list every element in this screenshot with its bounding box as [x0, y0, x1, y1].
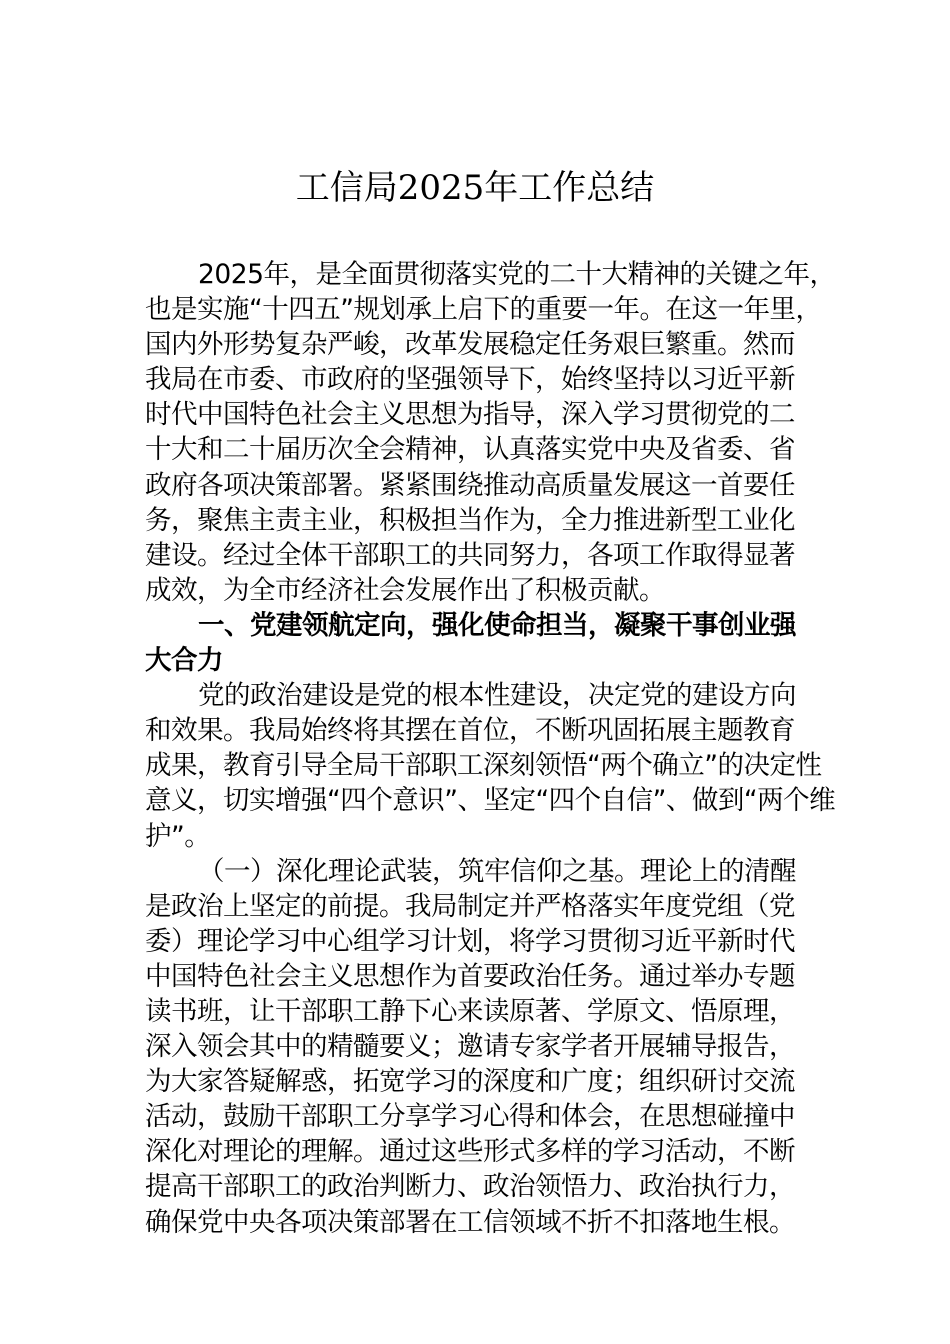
- paragraph-line: 成果，教育引导全局干部职工深刻领悟“两个确立”的决定性: [145, 750, 822, 782]
- paragraph-line: 是政治上坚定的前提。我局制定并严格落实年度党组（党: [145, 890, 795, 922]
- paragraph-line: 读书班，让干部职工静下心来读原著、学原文、悟原理，: [145, 995, 795, 1027]
- section-heading-line: 大合力: [145, 645, 223, 677]
- document-body: [145, 257, 836, 1240]
- section-heading-line: 一、党建领航定向，强化使命担当，凝聚干事创业强: [198, 609, 796, 641]
- paragraph-line: 深化对理论的理解。通过这些形式多样的学习活动，不断: [145, 1136, 795, 1168]
- document-title: 工信局2025年工作总结: [295, 168, 655, 208]
- paragraph-line: 也是实施“十四五”规划承上启下的重要一年。在这一年里，: [145, 294, 822, 326]
- paragraph-line: 国内外形势复杂严峻，改革发展稳定任务艰巨繁重。然而: [145, 329, 795, 361]
- paragraph-line: 护”。: [145, 820, 211, 852]
- paragraph-line: 委）理论学习中心组学习计划，将学习贯彻习近平新时代: [145, 925, 795, 957]
- paragraph-line: 时代中国特色社会主义思想为指导，深入学习贯彻党的二: [145, 399, 795, 431]
- paragraph-line: 和效果。我局始终将其摆在首位，不断巩固拓展主题教育: [145, 715, 795, 747]
- paragraph-line: 深入领会其中的精髓要义；邀请专家学者开展辅导报告，: [145, 1031, 795, 1063]
- paragraph-line: 为大家答疑解惑，拓宽学习的深度和广度；组织研讨交流: [145, 1066, 795, 1098]
- paragraph-line: 活动，鼓励干部职工分享学习心得和体会，在思想碰撞中: [145, 1101, 795, 1133]
- paragraph-line: 提高干部职工的政治判断力、政治领悟力、政治执行力，: [145, 1171, 795, 1203]
- paragraph-line: 我局在市委、市政府的坚强领导下，始终坚持以习近平新: [145, 364, 795, 396]
- paragraph-line: 意义，切实增强“四个意识”、坚定“四个自信”、做到“两个维: [145, 785, 836, 817]
- paragraph-line: 务，聚焦主责主业，积极担当作为，全力推进新型工业化: [145, 504, 795, 536]
- paragraph-line: 确保党中央各项决策部署在工信领域不折不扣落地生根。: [145, 1206, 795, 1238]
- paragraph-line: 党的政治建设是党的根本性建设，决定党的建设方向: [198, 680, 796, 712]
- paragraph-line: 建设。经过全体干部职工的共同努力，各项工作取得显著: [145, 539, 795, 571]
- paragraph-line: （一）深化理论武装，筑牢信仰之基。理论上的清醒: [198, 855, 796, 887]
- paragraph-line: 十大和二十届历次全会精神，认真落实党中央及省委、省: [145, 434, 795, 466]
- paragraph-line: 成效，为全市经济社会发展作出了积极贡献。: [145, 574, 665, 606]
- paragraph-line: 政府各项决策部署。紧紧围绕推动高质量发展这一首要任: [145, 469, 795, 501]
- paragraph-line: 2025年，是全面贯彻落实党的二十大精神的关键之年，: [198, 259, 836, 290]
- paragraph-line: 中国特色社会主义思想作为首要政治任务。通过举办专题: [145, 960, 795, 992]
